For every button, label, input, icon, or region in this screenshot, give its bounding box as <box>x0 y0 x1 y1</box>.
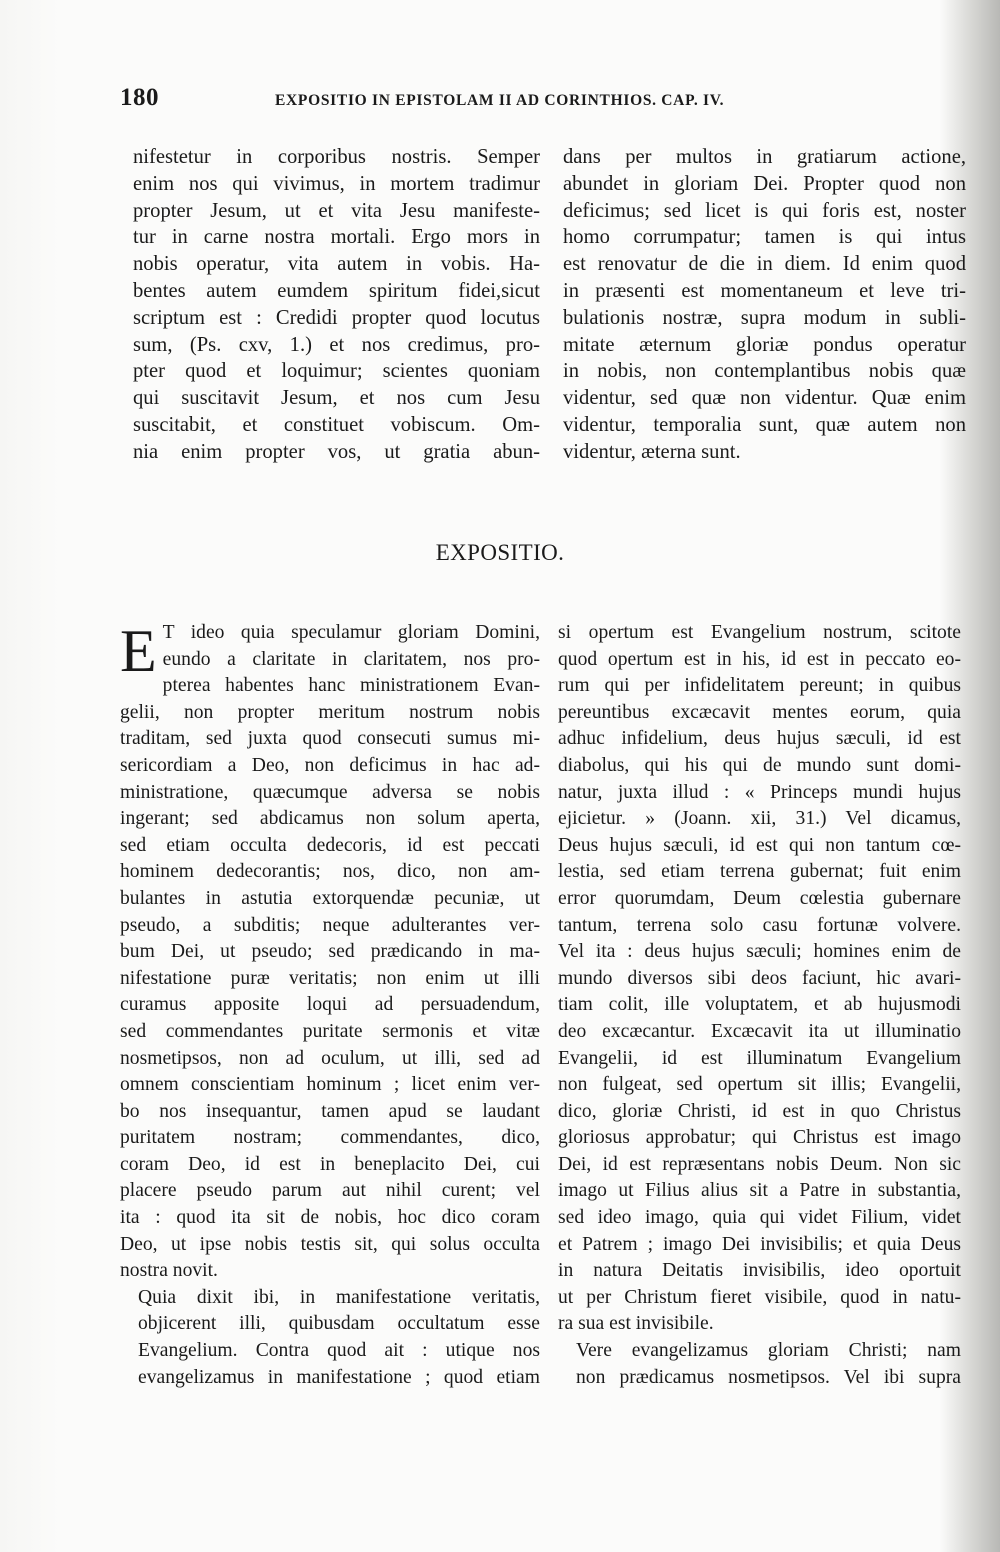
text-line: ejicietur. » (Joann. xii, 31.) Vel dicamus, <box>558 808 961 830</box>
text-line: rum qui per infidelitatem pereunt; in quibus <box>558 675 961 697</box>
text-line: pterea habentes hanc ministrationem Evan- <box>162 675 540 697</box>
text-line: gloriosus approbatur; qui Christus est imago <box>558 1127 961 1149</box>
text-line: suscitabit, et constituet vobiscum. Om- <box>133 413 540 436</box>
text-line: homo corrumpatur; tamen is qui intus <box>563 226 966 249</box>
commentary-column-right <box>558 620 961 1391</box>
text-line: dans per multos in gratiarum actione, <box>563 146 966 168</box>
text-line: lestia, sed etiam terrena gubernat; fuit enim <box>558 861 961 883</box>
text-line: nifestatione puræ veritatis; non enim ut illi <box>120 967 540 989</box>
text-line: deficimus; sed licet is qui foris est, noster <box>563 199 966 222</box>
text-line: bum Dei, ut pseudo; sed prædicando in ma- <box>120 941 540 963</box>
commentary-column-left <box>120 620 540 1391</box>
text-line: Evangelium. Contra quod ait : utique nos <box>138 1340 540 1362</box>
text-line: bentes autem eumdem spiritum fidei,sicut <box>133 279 540 302</box>
text-line: adhuc infidelium, deus hujus sæculi, id est <box>558 728 961 750</box>
text-line: mitate æternum gloriæ pondus operatur <box>563 333 966 356</box>
text-line: Vere evangelizamus gloriam Christi; nam <box>576 1340 961 1362</box>
text-line: bulationis nostræ, supra modum in subli- <box>563 306 966 329</box>
text-line: diabolus, qui his qui de mundo sunt domi- <box>558 754 961 776</box>
text-line: coram Deo, id est in beneplacito Dei, cui <box>120 1153 540 1175</box>
text-line: evangelizamus in manifestatione ; quod etiam <box>138 1366 540 1388</box>
text-line: sed etiam occulta dedecoris, id est peccati <box>120 834 540 856</box>
text-line: nifestetur in corporibus nostris. Semper <box>133 146 540 168</box>
text-line: Deo, ut ipse nobis testis sit, qui solus occulta <box>120 1233 540 1255</box>
scripture-column-right <box>563 144 966 466</box>
text-line: bulantes in astutia extorquendæ pecuniæ, ut <box>120 887 540 909</box>
text-line: mundo diversos sibi deos faciunt, hic avari- <box>558 967 961 989</box>
text-line: Evangelii, id est illuminatum Evangelium <box>558 1047 961 1069</box>
text-line: natur, juxta illud : « Princeps mundi hujus <box>558 781 961 803</box>
text-line: propter Jesum, ut et vita Jesu manifeste- <box>133 199 540 222</box>
scripture-column-left <box>133 144 540 466</box>
text-line: tiam colit, ille voluptatem, et ab hujusmodi <box>558 994 961 1016</box>
running-head: EXPOSITIO IN EPISTOLAM II AD CORINTHIOS. CAP. IV. <box>275 92 725 109</box>
text-line: enim nos qui vivimus, in mortem tradimur <box>133 172 540 195</box>
text-line: ra sua est invisibile. <box>558 1313 714 1335</box>
text-line: ingerant; sed abdicamus non solum aperta, <box>120 808 540 830</box>
text-line: quod opertum est in his, id est in peccato eo- <box>558 648 961 670</box>
text-line: deo excæcantur. Excæcavit ita ut illuminatio <box>558 1020 961 1042</box>
text-line: ita : quod ita sit de nobis, hoc dico coram <box>120 1207 540 1229</box>
section-title: EXPOSITIO. <box>435 540 565 565</box>
text-line: non prædicamus nosmetipsos. Vel ibi supra <box>576 1366 961 1388</box>
text-line: imago ut Filius alius sit a Patre in substantia, <box>558 1180 961 1202</box>
text-line: nobis operatur, vita autem in vobis. Ha- <box>133 253 540 276</box>
page-header <box>120 84 840 112</box>
text-line: puritatem nostram; commendantes, dico, <box>120 1127 540 1149</box>
text-line: hominem dedecorantis; nos, dico, non am- <box>120 861 540 883</box>
commentary-paragraph <box>120 1285 540 1391</box>
text-line: abundet in gloriam Dei. Propter quod non <box>563 172 966 195</box>
text-line: pereuntibus excæcavit mentes eorum, quia <box>558 701 961 723</box>
text-line: omnem conscientiam hominum ; licet enim ver- <box>120 1074 540 1096</box>
text-line: si opertum est Evangelium nostrum, scitote <box>558 622 961 643</box>
text-line: objicerent illi, quibusdam occultatum esse <box>138 1313 540 1335</box>
text-line: bo nos insequantur, tamen apud se laudant <box>120 1100 540 1122</box>
text-line: pseudo, a subditis; neque adulterantes ver- <box>120 914 540 936</box>
text-line: tur in carne nostra mortali. Ergo mors in <box>133 226 540 249</box>
text-line: videntur, æterna sunt. <box>563 440 741 463</box>
commentary-paragraph <box>558 1338 961 1391</box>
text-line: Dei, id est repræsentans nobis Deum. Non sic <box>558 1153 961 1175</box>
text-line: traditam, sed juxta quod consecuti sumus mi- <box>120 728 540 750</box>
text-line: videntur, temporalia sunt, quæ autem non <box>563 413 966 436</box>
drop-cap: E <box>120 618 157 684</box>
text-line: error quorumdam, Deum cœlestia gubernare <box>558 887 961 909</box>
text-line: sum, (Ps. cxv, 1.) et nos credimus, pro- <box>133 333 540 356</box>
text-line: Vel ita : deus hujus sæculi; homines enim de <box>558 941 961 963</box>
commentary-paragraph <box>558 620 961 1338</box>
text-line: non fulgeat, sed opertum sit illis; Evangelii, <box>558 1074 961 1096</box>
text-line: et Patrem ; imago Dei invisibilis; et quia Deus <box>558 1233 961 1255</box>
text-line: in nobis, non contemplantibus nobis quæ <box>563 360 966 383</box>
text-line: ministratione, quæcumque adversa se nobis <box>120 781 540 803</box>
text-line: videntur, sed quæ non videntur. Quæ enim <box>563 387 966 410</box>
page-number: 180 <box>120 84 159 111</box>
text-line: in natura Deitatis invisibilis, ideo oportuit <box>558 1260 961 1282</box>
text-line: qui suscitavit Jesum, et nos cum Jesu <box>133 387 540 410</box>
text-line: Deus hujus sæculi, id est qui non tantum cœ- <box>558 834 961 856</box>
text-line: curamus apposite loqui ad persuadendum, <box>120 994 540 1016</box>
text-line: sericordiam a Deo, non deficimus in hac ad- <box>120 754 540 776</box>
text-line: Quia dixit ibi, in manifestatione veritatis, <box>138 1286 540 1308</box>
text-line: sed ideo imago, quia qui videt Filium, videt <box>558 1207 961 1229</box>
text-line: in præsenti est momentaneum et leve tri- <box>563 279 966 302</box>
text-line: pter quod et loquimur; scientes quoniam <box>133 360 540 383</box>
text-line: eundo a claritate in claritatem, nos pro- <box>162 648 540 670</box>
commentary-paragraph <box>120 620 540 1285</box>
text-line: nosmetipsos, non ad oculum, ut illi, sed ad <box>120 1047 540 1069</box>
text-line: placere pseudo parum aut nihil curent; vel <box>120 1180 540 1202</box>
text-line: gelii, non propter meritum nostrum nobis <box>120 701 540 723</box>
text-line: scriptum est : Credidi propter quod locutus <box>133 306 540 329</box>
text-line: T ideo quia speculamur gloriam Domini, <box>162 622 540 643</box>
text-line: est renovatur de die in diem. Id enim quod <box>563 253 966 276</box>
text-line: nostra novit. <box>120 1260 218 1282</box>
text-line: nia enim propter vos, ut gratia abun- <box>133 440 540 463</box>
text-line: sed commendantes puritate sermonis et vitæ <box>120 1020 540 1042</box>
text-line: dico, gloriæ Christi, id est in quo Christus <box>558 1100 961 1122</box>
text-line: ut per Christum fieret visibile, quod in natu- <box>558 1286 961 1308</box>
text-line: tantum, terrena solo casu fortunæ volvere. <box>558 914 961 936</box>
